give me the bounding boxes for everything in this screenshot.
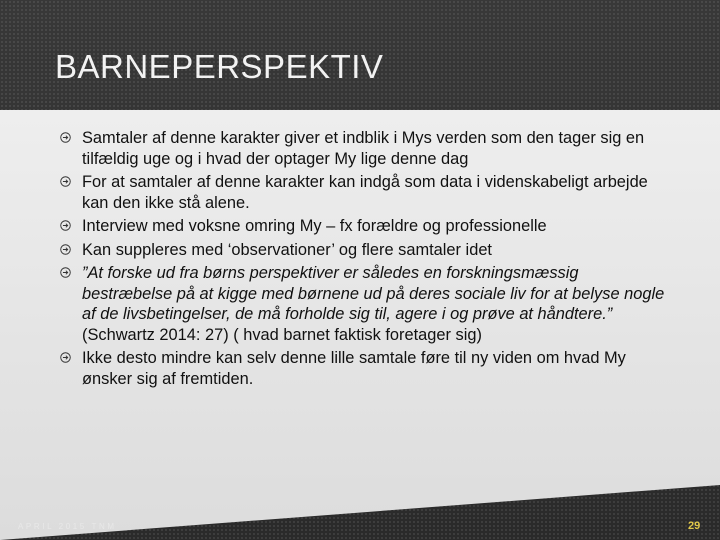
- footer-date: APRIL 2015 TNM: [18, 522, 117, 531]
- bullet-text: Samtaler af denne karakter giver et indblik i Mys verden som den tager sig en tilfældig uge og i hvad der optager My lige denne dag: [82, 129, 645, 168]
- list-item: [60, 263, 670, 345]
- circled-arrow-right-icon: [60, 352, 71, 363]
- page-number: 29: [688, 520, 701, 532]
- bullet-text: Interview med voksne omring My – fx forældre og professionelle: [82, 217, 547, 235]
- circled-arrow-right-icon: [60, 244, 71, 255]
- list-item: [60, 348, 670, 389]
- slide-title: BARNEPERSPEKTIV: [55, 48, 384, 85]
- circled-arrow-right-icon: [60, 220, 71, 231]
- quote-text: ”At forske ud fra børns perspektiver er således en forskningsmæssig bestræbelse på at kigge med børnene ud på deres sociale liv for at belyse nogle af de livsbetingelser, de må forholde sig til, agere i og prøve at håndtere.”: [82, 264, 665, 323]
- bullet-text: For at samtaler af denne karakter kan indgå som data i videnskabeligt arbejde kan den ikke stå alene.: [82, 173, 648, 212]
- list-item: [60, 128, 670, 169]
- bullet-list: [60, 128, 670, 392]
- bullet-text: Kan suppleres med ‘observationer’ og flere samtaler idet: [82, 240, 492, 259]
- circled-arrow-right-icon: [60, 176, 71, 187]
- bullet-text: Ikke desto mindre kan selv denne lille samtale føre til ny viden om hvad My ønsker sig af fremtiden.: [82, 349, 626, 388]
- circled-arrow-right-icon: [60, 267, 71, 278]
- list-item: [60, 216, 670, 237]
- list-item: [60, 240, 670, 261]
- circled-arrow-right-icon: [60, 132, 71, 143]
- list-item: [60, 172, 670, 213]
- citation-text: (Schwartz 2014: 27) ( hvad barnet faktisk foretager sig): [82, 325, 482, 344]
